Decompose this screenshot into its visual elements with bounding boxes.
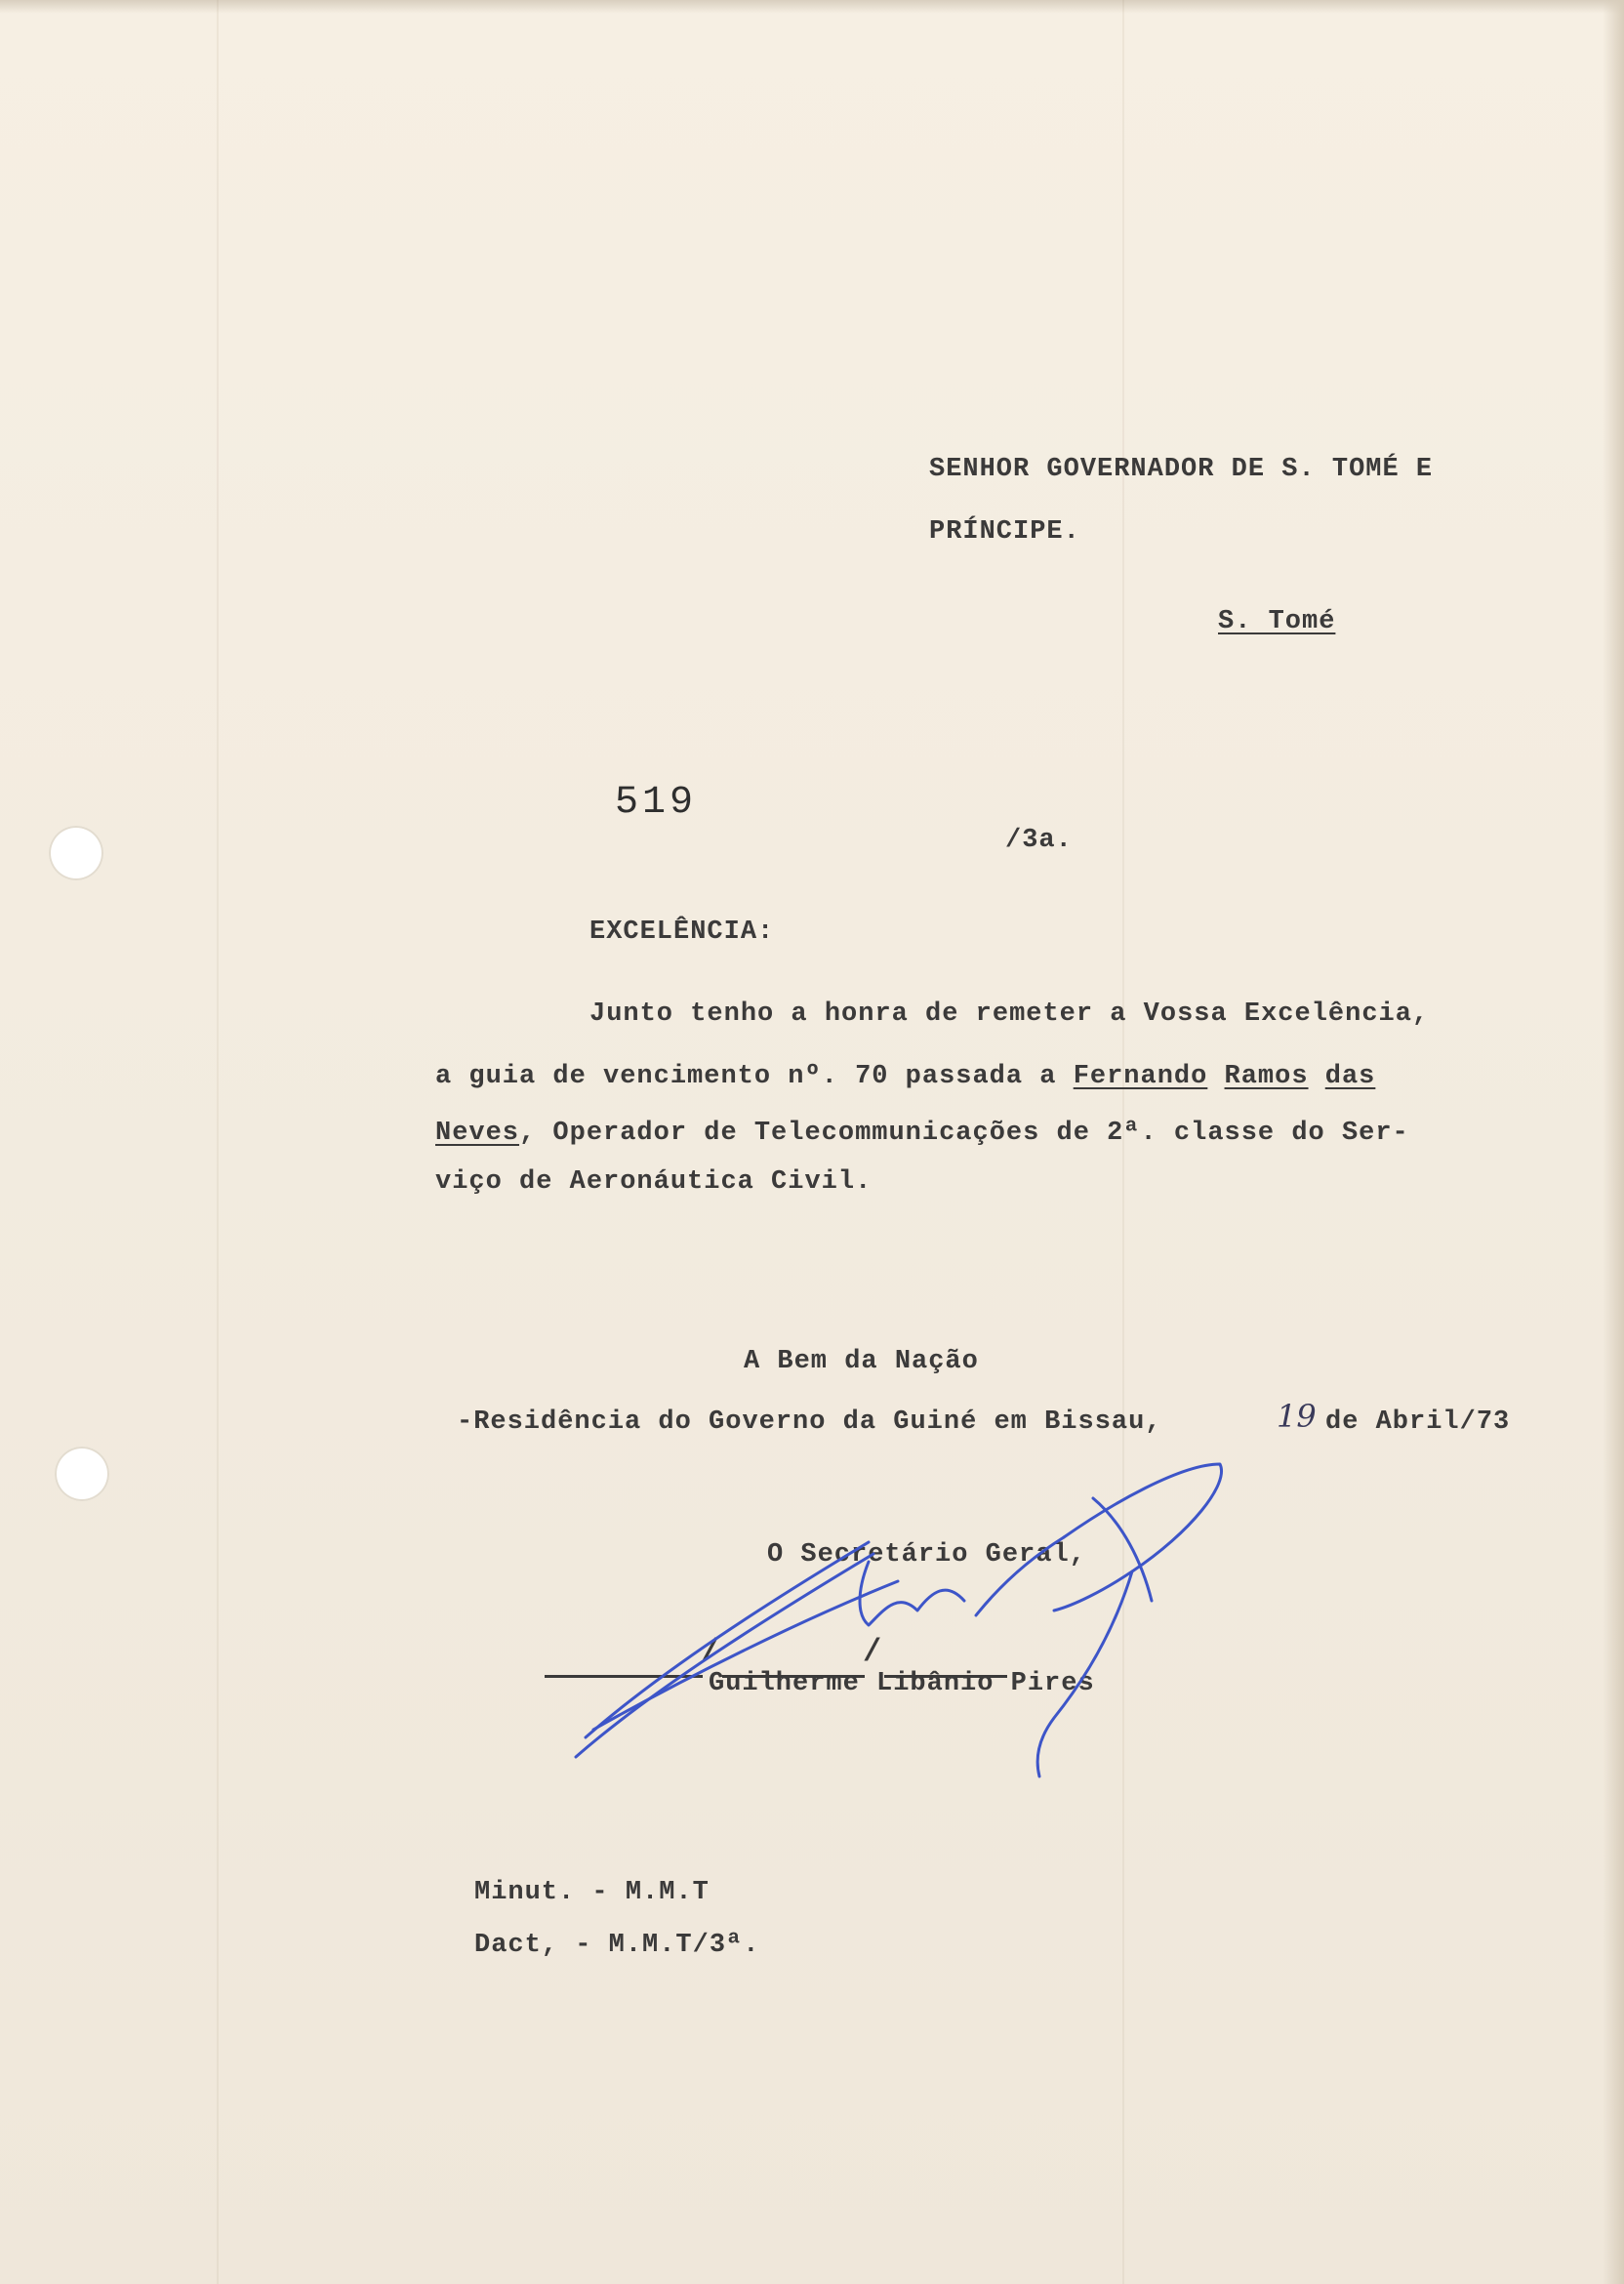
reference-slash: /	[701, 1634, 720, 1670]
reference-number: 519	[615, 781, 698, 825]
body-line-2	[435, 1062, 1375, 1091]
signatory-title: O Secretário Geral,	[767, 1540, 1086, 1570]
signatory-name: Guilherme Libânio Pires	[709, 1669, 1095, 1698]
footer-minut: Minut. - M.M.T	[474, 1878, 710, 1907]
reference-suffix: /3a.	[1005, 826, 1073, 855]
closing-motto: A Bem da Nação	[744, 1347, 979, 1376]
recipient-name-first: Fernando	[1073, 1062, 1208, 1091]
body-line-3	[435, 1119, 1409, 1148]
addressee-line-1: SENHOR GOVERNADOR DE S. TOMÉ E	[929, 455, 1434, 484]
body-line-2-text: a guia de vencimento nº. 70 passada a	[435, 1062, 1074, 1091]
punch-hole-upper	[49, 826, 103, 880]
recipient-name-second: Ramos	[1224, 1062, 1309, 1091]
reference-slash: /	[863, 1634, 882, 1670]
paper-edge-right	[1603, 0, 1624, 2284]
body-line-4: viço de Aeronáutica Civil.	[435, 1167, 873, 1197]
paper-crease	[217, 0, 219, 2284]
body-line-1: Junto tenho a honra de remeter a Vossa Excelência,	[589, 999, 1430, 1029]
addressee-line-2: PRÍNCIPE.	[929, 517, 1080, 547]
punch-hole-lower	[55, 1447, 109, 1501]
handwritten-day: 19	[1277, 1398, 1317, 1435]
salutation: EXCELÊNCIA:	[589, 918, 775, 947]
closing-location: -Residência do Governo da Guiné em Bissau,	[457, 1407, 1162, 1437]
body-line-3-text: , Operador de Telecommunicações de 2ª. classe do Ser-	[519, 1119, 1409, 1148]
paper-edge-top	[0, 0, 1624, 14]
addressee-place: S. Tomé	[1218, 607, 1336, 636]
footer-dact: Dact, - M.M.T/3ª.	[474, 1931, 760, 1960]
closing-date: de Abril/73	[1325, 1407, 1511, 1437]
handwritten-signature	[547, 1445, 1249, 1796]
recipient-name-last: Neves	[435, 1119, 520, 1148]
recipient-name-third: das	[1324, 1062, 1376, 1091]
